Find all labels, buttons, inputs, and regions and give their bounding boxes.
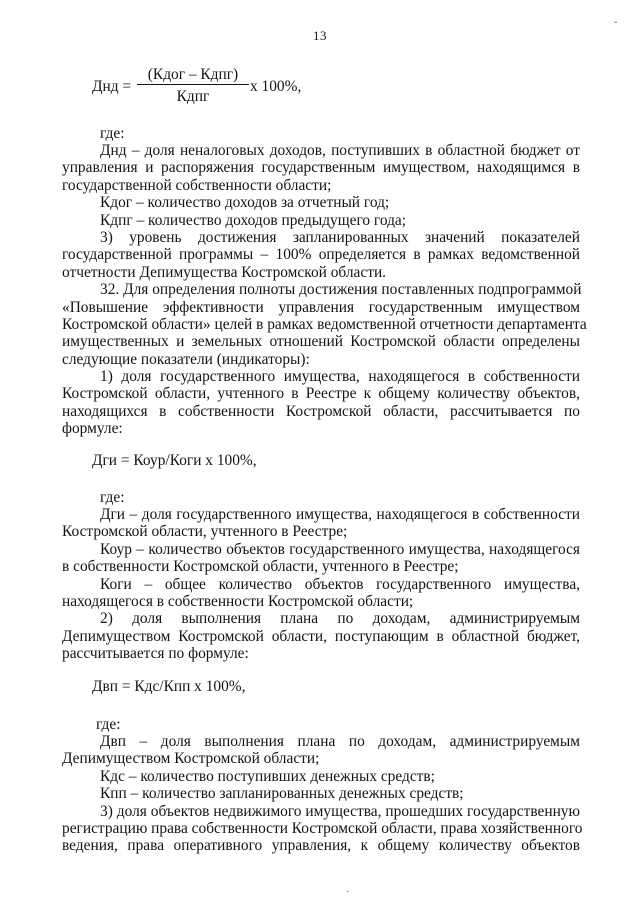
formula-dnd-numerator: (Кдог – Кдпг)	[137, 66, 249, 85]
text-line: следующие показатели (индикаторы):	[62, 350, 310, 368]
text-line: находящегося в собственности Костромской области;	[62, 592, 414, 610]
text-line: государственной собственности области;	[62, 176, 332, 194]
text-line: Коур – количество объектов государственного имущества, находящегося	[100, 540, 580, 558]
text-line: Костромской области, учтенного в Реестре;	[62, 523, 348, 541]
text-line: формуле:	[62, 420, 123, 438]
where-2-text	[62, 506, 580, 663]
text-line: Кдог – количество доходов за отчетный год;	[100, 194, 390, 212]
text-line: Кдс – количество поступивших денежных средств;	[100, 767, 435, 785]
where-label-2: где:	[100, 489, 125, 506]
text-line: отчетности Депимущества Костромской области.	[62, 263, 387, 281]
text-line: рассчитывается по формуле:	[62, 645, 249, 663]
page-number: 13	[313, 28, 327, 43]
formula-dnd-denominator: Кдпг	[176, 88, 210, 106]
text-line: государственной программы – 100% определяется в рамках ведомственной	[62, 246, 580, 264]
formula-dnd-lhs: Днд =	[92, 78, 132, 95]
text-line: 3) доля объектов недвижимого имущества, прошедших государственную	[100, 802, 580, 820]
text-line: Кпп – количество запланированных денежных средств;	[100, 785, 464, 803]
formula-dgi: Дги = Коур/Коги х 100%,	[92, 452, 257, 469]
text-line: в собственности Костромской области, учтенного в Реестре;	[62, 558, 459, 576]
text-line: Днд – доля неналоговых доходов, поступивших в областной бюджет от	[100, 142, 580, 159]
text-line: Дги – доля государственного имущества, находящегося в собственности	[100, 506, 580, 523]
text-line: «Повышение эффективности управления государственным имуществом	[62, 298, 580, 316]
formula-dvp: Двп = Кдс/Кпп х 100%,	[92, 678, 246, 695]
text-line: 3) уровень достижения запланированных значений показателей	[100, 228, 580, 246]
text-line: имущественных и земельных отношений Костромской области определены	[62, 333, 580, 351]
formula-dnd-fraction	[137, 66, 249, 106]
text-line: Депимуществом Костромской области;	[62, 750, 320, 768]
text-line: управления и распоряжения государственным имуществом, находящимся в	[62, 159, 580, 177]
text-line: Костромской области, учтенного в Реестре к общему количеству объектов,	[62, 385, 580, 403]
text-line: ведения, права оперативного управления, к общему количеству объектов	[62, 837, 580, 855]
text-line: находящихся в собственности Костромской области, рассчитывается по	[62, 402, 580, 420]
scan-speck-mark: ·	[346, 887, 350, 898]
text-line: 32. Для определения полноты достижения поставленных подпрограммой	[100, 281, 582, 299]
text-line: Коги – общее количество объектов государственного имущества,	[100, 575, 580, 593]
text-line: регистрацию права собственности Костромской области, права хозяйственного	[62, 819, 583, 837]
text-line: Двп – доля выполнения плана по доходам, администрируемым	[100, 733, 580, 750]
text-line: Костромской области» целей в рамках ведомственной отчетности департамента	[62, 315, 587, 333]
text-line: Депимуществом Костромской области, поступающим в областной бюджет,	[62, 627, 580, 645]
where-1-text	[62, 142, 587, 438]
formula-dnd-tail: х 100%,	[250, 78, 302, 95]
where-label-3: где:	[96, 716, 121, 733]
text-line: 2) доля выполнения плана по доходам, администрируемым	[100, 610, 580, 628]
scan-speck-mark: ˇ	[614, 21, 618, 32]
where-3-text	[62, 733, 583, 855]
where-label-1: где:	[100, 125, 125, 142]
text-line: Кдпг – количество доходов предыдущего года;	[100, 211, 407, 229]
text-line: 1) доля государственного имущества, находящегося в собственности	[100, 368, 580, 386]
